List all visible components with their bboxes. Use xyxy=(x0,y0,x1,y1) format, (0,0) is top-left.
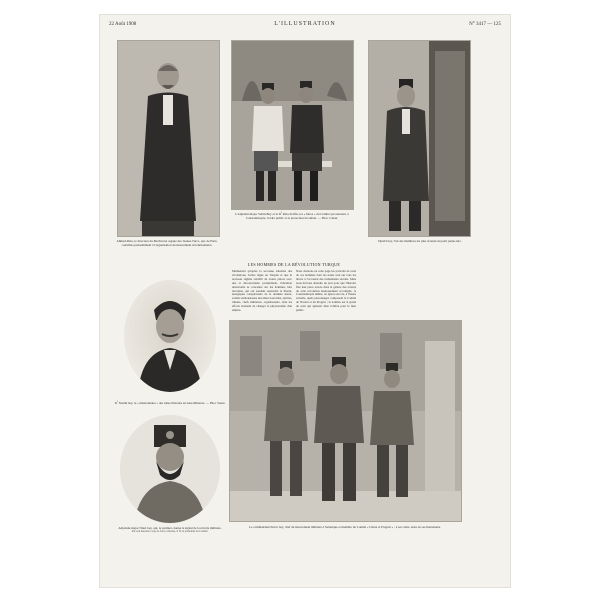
caption-ahmed-riza: Ahmed-Riza, le directeur du Mechveret organe des Jeunes-Turcs, qui, de Paris, contribua puissamment à l'organisation du mouvement révolutionnaire. xyxy=(116,239,218,248)
photo-nazim-bey xyxy=(124,280,216,392)
photo-selim-bey-riza-tevfik xyxy=(231,40,354,210)
caption-nazim-bey: $D^r$ Nazim bey, le « missionnaire » des idées libérales en Asie-Mineure. — Phot. Sauré. xyxy=(114,400,226,406)
article-title: LES HOMMES DE LA RÉVOLUTION TURQUE xyxy=(247,262,341,267)
photo-djavid-bey xyxy=(368,40,471,237)
caption-djavid-bey: Djavid bey, l'un des membres les plus écoutés du parti jeune-turc. xyxy=(378,239,462,243)
issue-date: 22 Août 1908 xyxy=(109,22,137,27)
caption-niazi-bey-note: Par son heureux coup de force à Resna, il fit le président du Comité. xyxy=(131,530,209,534)
photo-ahmed-riza xyxy=(117,40,220,237)
newspaper-page xyxy=(100,15,510,587)
caption-niazi-bey: Adjudant-major Niazi bey, qui, le premier, donna le signal de la révolte militaire. Par son heureux coup de force à Resna, il fit le président du Comité. xyxy=(112,526,228,534)
article-column-2: Nous donnons en cette page les portraits de ceux de ces hommes dont les noms sont sur tous les lèvres à l'occasion des événements récents. Mais nous devrons attendre un jour pour que l'histoire fixe leur place exacte dans la galerie des acteurs de cette révolution heureusement accomplie. À Constantinople même, on ignore encore, à l'heure actuelle, quels personnages composent le Comité de l'Union et du Progrès ; le nombre est si grand de ceux qui agissent dans l'ombre pour le bien public. xyxy=(296,269,356,313)
caption-enver-bey-group: Le commandant Enver bey, chef du mouvement militaire à Salonique et membre du Comité « Union et Progrès » ; à ses côtés, deux de ses lieutenants. xyxy=(249,525,441,529)
article-column-1: Maintenant qu'après la secousse salutaire des révolutions, l'ordre règne en Turquie et que le nouveau régime s'établit de toutes pièces avec une si déconcertante promptitude, l'attention universelle se concentre sur les hommes, hier inconnus, qui ont soudain ressuscité la liberté, énergiques conspirateurs de la dernière heure, soldats enthousiastes des idées nouvelles, apôtres, tribuns, chefs militaires, organisateurs, dont les efforts viennent de changer la physionomie d'un empire. xyxy=(232,269,292,313)
masthead-title: L'ILLUSTRATION xyxy=(274,21,336,27)
issue-number: N° 3417 — 125 xyxy=(469,22,501,27)
photo-enver-bey-group xyxy=(229,320,462,522)
caption-selim-bey-riza-tevfik: L'adjudant-major Selim-Bey et le $D^r$ Riza-Tevfik, les « héros » du Comité qui assurent, à Constantinople, l'ordre public et la protection du sultan. — Phot. Caban. xyxy=(235,211,349,221)
photo-niazi-bey xyxy=(120,415,220,523)
article xyxy=(232,262,356,313)
